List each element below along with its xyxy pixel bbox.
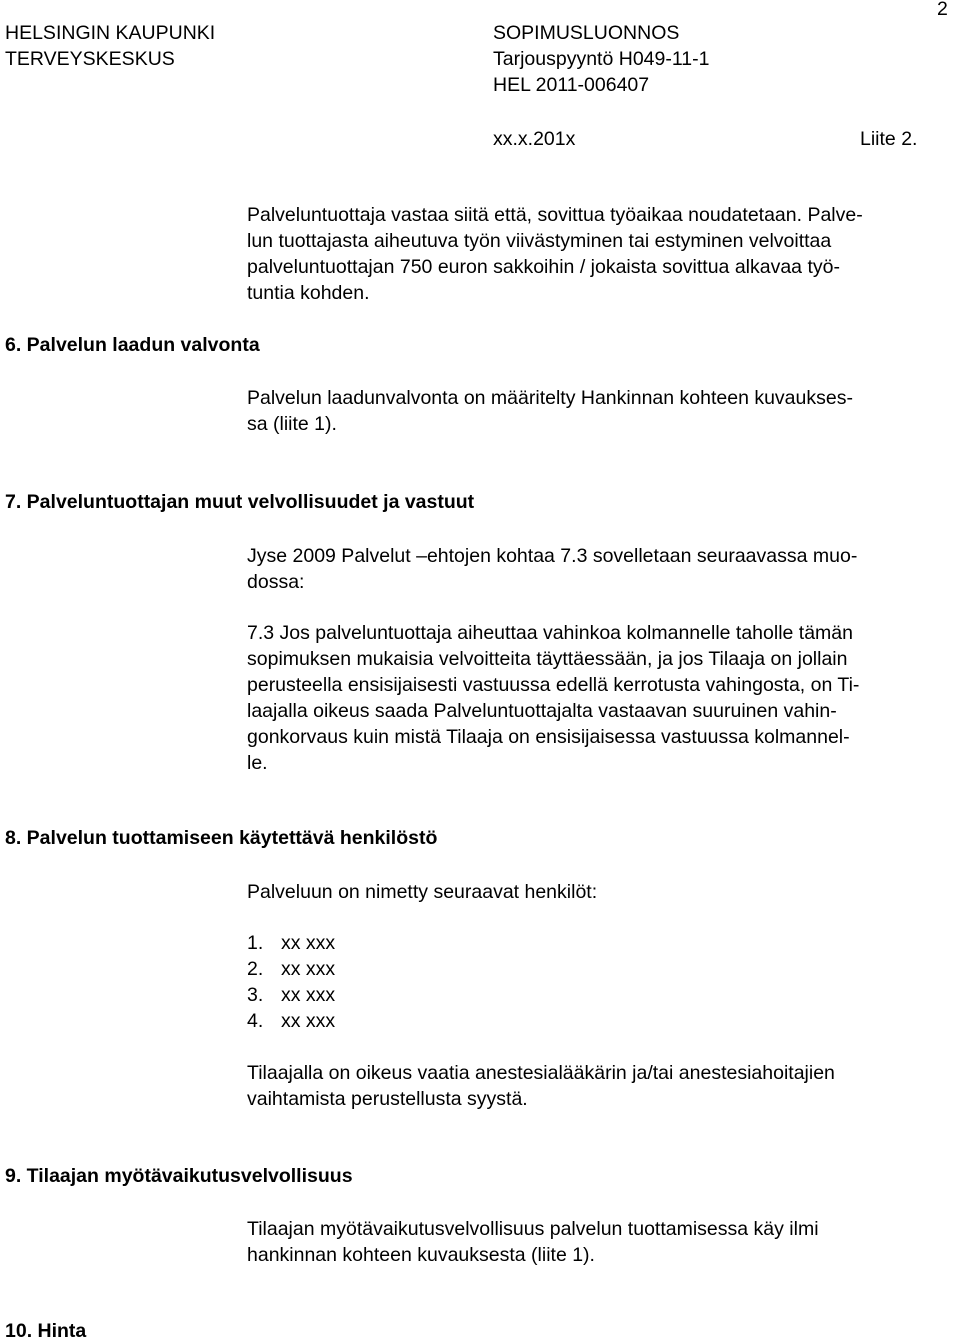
text-line: hankinnan kohteen kuvauksesta (liite 1). <box>247 1244 595 1266</box>
document-date: xx.x.201x <box>493 128 576 150</box>
text-line: gonkorvaus kuin mistä Tilaaja on ensisijaisessa vastuussa kolmannel- <box>247 726 850 748</box>
list-item <box>247 956 952 982</box>
org-name: HELSINGIN KAUPUNKI <box>5 22 216 44</box>
text-line: Palveluun on nimetty seuraavat henkilöt: <box>247 881 598 903</box>
section-7-paragraph-1 <box>247 543 952 595</box>
case-reference: HEL 2011-006407 <box>493 74 650 96</box>
list-item-number: 3. <box>247 984 264 1006</box>
personnel-list <box>247 930 952 1034</box>
section-8-intro <box>247 879 952 905</box>
section-6-heading: 6. Palvelun laadun valvonta <box>5 334 260 356</box>
list-item-number: 1. <box>247 932 264 954</box>
attachment-label: Liite 2. <box>860 128 918 150</box>
list-item <box>247 982 952 1008</box>
list-item-number: 4. <box>247 1010 264 1032</box>
list-item-text: xx xxx <box>281 932 336 954</box>
section-10-heading: 10. Hinta <box>5 1320 87 1342</box>
list-item-text: xx xxx <box>281 1010 336 1032</box>
tender-reference: Tarjouspyyntö H049-11-1 <box>493 48 710 70</box>
text-line: le. <box>247 752 268 774</box>
text-line: sopimuksen mukaisia velvoitteita täyttäessään, ja jos Tilaaja on jollain <box>247 648 848 670</box>
list-item <box>247 930 952 956</box>
section-6-paragraph <box>247 385 952 437</box>
text-line: Tilaajalla on oikeus vaatia anestesialääkärin ja/tai anestesiahoitajien <box>247 1062 835 1084</box>
section-7-heading: 7. Palveluntuottajan muut velvollisuudet ja vastuut <box>5 491 475 513</box>
text-line: Tilaajan myötävaikutusvelvollisuus palvelun tuottamisessa käy ilmi <box>247 1218 819 1240</box>
section-9-paragraph <box>247 1216 952 1268</box>
text-line: laajalla oikeus saada Palveluntuottajalta vastaavan suuruinen vahin- <box>247 700 837 722</box>
text-line: tuntia kohden. <box>247 282 370 304</box>
section-8-heading: 8. Palvelun tuottamiseen käytettävä henkilöstö <box>5 827 438 849</box>
section-8-closing <box>247 1060 952 1112</box>
list-item <box>247 1008 952 1034</box>
document-title: SOPIMUSLUONNOS <box>493 22 680 44</box>
list-item-text: xx xxx <box>281 958 336 980</box>
text-line: Palvelun laadunvalvonta on määritelty Hankinnan kohteen kuvaukses- <box>247 387 853 409</box>
text-line: 7.3 Jos palveluntuottaja aiheuttaa vahinkoa kolmannelle taholle tämän <box>247 622 853 644</box>
section-9-heading: 9. Tilaajan myötävaikutusvelvollisuus <box>5 1165 353 1187</box>
section-7-paragraph-2 <box>247 620 952 776</box>
text-line: vaihtamista perustellusta syystä. <box>247 1088 528 1110</box>
page-number: 2 <box>937 0 948 20</box>
intro-paragraph <box>247 202 952 306</box>
text-line: palveluntuottajan 750 euron sakkoihin / jokaista sovittua alkavaa työ- <box>247 256 840 278</box>
org-unit: TERVEYSKESKUS <box>5 48 175 70</box>
text-line: lun tuottajasta aiheutuva työn viivästyminen tai estyminen velvoittaa <box>247 230 832 252</box>
text-line: Jyse 2009 Palvelut –ehtojen kohtaa 7.3 sovelletaan seuraavassa muo- <box>247 545 858 567</box>
text-line: perusteella ensisijaisesti vastuussa edellä kerrotusta vahingosta, on Ti- <box>247 674 860 696</box>
list-item-number: 2. <box>247 958 264 980</box>
text-line: sa (liite 1). <box>247 413 337 435</box>
text-line: dossa: <box>247 571 305 593</box>
text-line: Palveluntuottaja vastaa siitä että, sovittua työaikaa noudatetaan. Palve- <box>247 204 863 226</box>
list-item-text: xx xxx <box>281 984 336 1006</box>
